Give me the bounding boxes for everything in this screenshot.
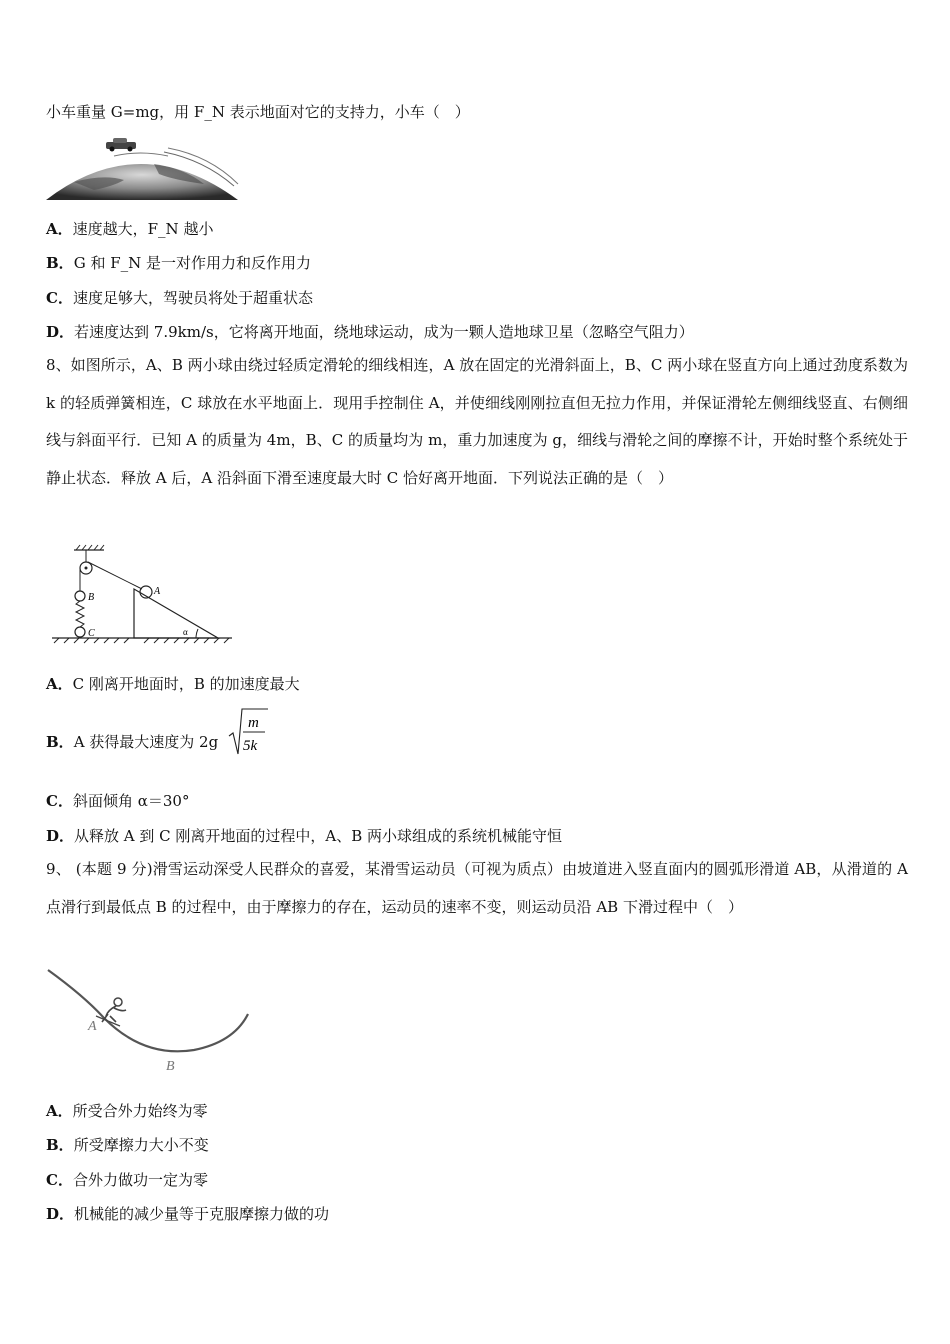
ball-c: [75, 627, 85, 637]
q8-option-c: C．斜面倾角 α＝30°: [46, 792, 190, 810]
q9-option-c: C．合外力做功一定为零: [46, 1171, 208, 1189]
q8-option-b: B．A 获得最大速度为 2g: [46, 733, 219, 751]
q7-option-a: A．速度越大，F_N 越小: [46, 220, 214, 238]
sqrt-formula: [228, 706, 270, 760]
q8-option-d: D．从释放 A 到 C 刚离开地面的过程中，A、B 两小球组成的系统机械能守恒: [46, 827, 563, 845]
arc-track: [48, 970, 248, 1051]
q8-stem: 8、如图所示，A、B 两小球由绕过轻质定滑轮的细线相连，A 放在固定的光滑斜面上，B、C 两小球在竖直方向上通过劲度系数为 k 的轻质弹簧相连，C 球放在水平地面上．现用手控制住 A，并使细线刚刚拉直但无拉力作用，并保证滑轮左侧细线竖直、右侧细线与斜面平行．已知 A 的质量为 4m，B、C 的质量均为 m，重力加速度为 g，细线与滑轮之间的摩擦不计，开始时整个系统处于静止状态．释放 A 后，A 沿斜面下滑至速度最大时 C 恰好离开地面．下列说法正确的是（ ）: [46, 356, 908, 487]
label-a: A: [154, 586, 161, 597]
q7-option-b: B．G 和 F_N 是一对作用力和反作用力: [46, 254, 312, 272]
formula-denominator: 5k: [243, 738, 258, 754]
q8-option-a: A．C 刚离开地面时，B 的加速度最大: [46, 675, 300, 693]
skier-icon: [96, 998, 126, 1026]
label-c: C: [88, 628, 95, 639]
q7-option-c: C．速度足够大，驾驶员将处于超重状态: [46, 289, 313, 307]
q9-stem: 9、 (本题 9 分)滑雪运动深受人民群众的喜爱，某滑雪运动员（可视为质点）由坡道进入竖直面内的圆弧形滑道 AB，从滑道的 A 点滑行到最低点 B 的过程中，由于摩擦力的存在，运动员的速率不变，则运动员沿 AB 下滑过程中（ ）: [46, 860, 908, 916]
q9-option-a: A．所受合外力始终为零: [46, 1102, 208, 1120]
label-point-b: B: [166, 1059, 175, 1074]
ball-b: [75, 591, 85, 601]
ski-track-figure: [44, 966, 256, 1076]
formula-numerator: m: [248, 715, 259, 731]
car-icon: [106, 138, 136, 152]
incline: [134, 589, 218, 638]
earth-car-figure: [44, 134, 240, 202]
label-alpha: α: [183, 627, 188, 637]
label-b: B: [88, 592, 95, 603]
q9-option-b: B．所受摩擦力大小不变: [46, 1136, 209, 1154]
q7-stem-tail: 小车重量 G=mg，用 F_N 表示地面对它的支持力，小车（ ）: [46, 103, 470, 121]
q9-option-d: D．机械能的减少量等于克服摩擦力做的功: [46, 1205, 330, 1223]
spring: [76, 601, 84, 627]
pulley-incline-figure: [46, 544, 236, 648]
q7-option-d: D．若速度达到 7.9km/s，它将离开地面，绕地球运动，成为一颗人造地球卫星（忽略空气阻力）: [46, 323, 694, 341]
label-point-a: A: [88, 1019, 97, 1034]
